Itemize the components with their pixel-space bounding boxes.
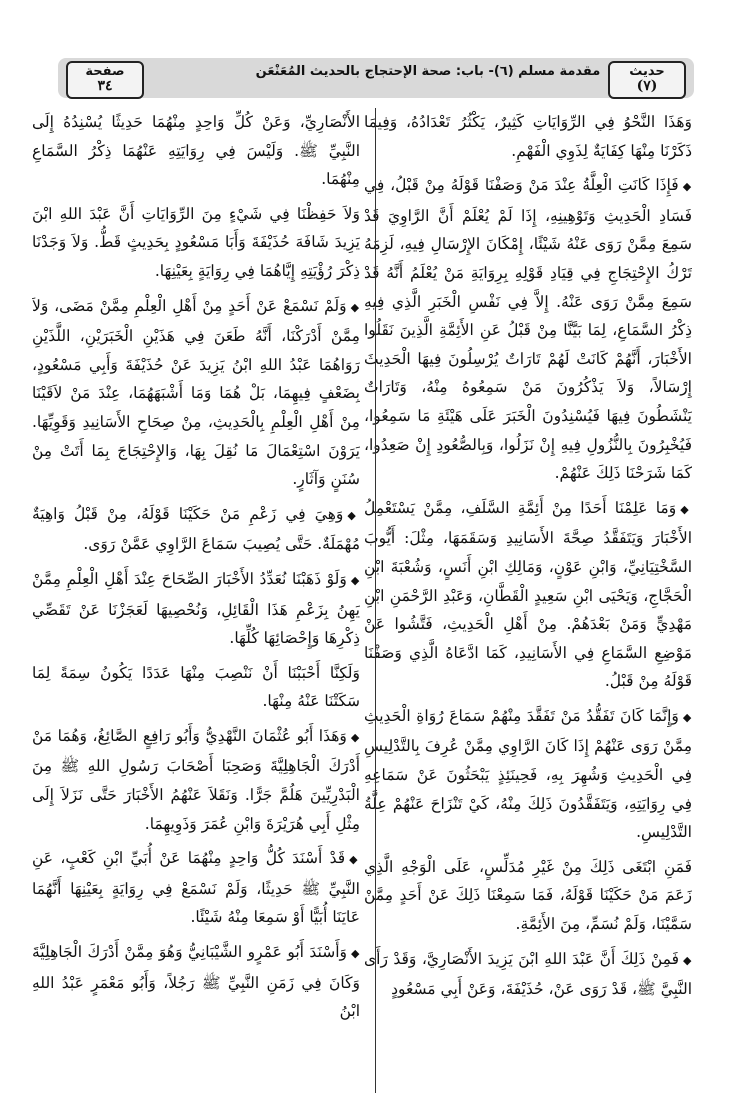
paragraph bbox=[32, 500, 360, 559]
paragraph bbox=[32, 659, 360, 716]
hadith-label: حديث bbox=[629, 64, 665, 79]
paragraph bbox=[32, 292, 360, 494]
paragraph-text: وَأَسْنَدَ أَبُو عَمْرٍو الشَّيْبَانِيُّ وَهُوَ مِمَّنْ أَدْرَكَ الْجَاهِلِيَّةَ وَكَانَ فِي زَمَنِ النَّبِيِّ ﷺ رَجُلاً، وَأَبُو مَعْمَرٍ عَبْدُ اللهِ ابْنُ bbox=[32, 943, 360, 1021]
paragraph-text: وَهِيَ فِي زَعْمِ مَنْ حَكَيْنَا قَوْلَهُ، مِنْ قَبْلُ وَاهِيَةٌ مُهْمَلَةٌ. حَتَّى يُصِيبَ سَمَاعَ الرَّاوِي عَمَّنْ رَوَى. bbox=[32, 504, 360, 554]
paragraph-text: وَلَمْ نَسْمَعْ عَنْ أَحَدٍ مِنْ أَهْلِ الْعِلْمِ مِمَّنْ مَضَى، وَلاَ مِمَّنْ أَدْرَكْنَا، أَنَّهُ طَعَنَ فِي هَذَيْنِ الْخَبَرَيْنِ، اللَّذَيْنِ رَوَاهُمَا عَبْدُ اللهِ ابْنُ يَزِيدَ عَنْ حُذَيْفَةَ وَأَبِي مَسْعُودٍ، بِضَعْفٍ فِيهِمَا، بَلْ هُمَا وَمَا أَشْبَهَهُمَا، عِنْدَ مَنْ لاَقَيْنَا مِنْ أَهْلِ الْعِلْمِ بِالْحَدِيثِ، مِنْ صِحَاحِ الأَسَانِيدِ وَقَوِيِّهَا. يَرَوْنَ اسْتِعْمَالَ مَا نُقِلَ بِهَا، وَالإِحْتِجَاجَ بِمَا أَتَتْ مِنْ سُنَنٍ وَآثَارٍ. bbox=[32, 296, 360, 489]
paragraph bbox=[364, 702, 692, 847]
paragraph bbox=[364, 945, 692, 1004]
paragraph bbox=[364, 171, 692, 488]
paragraph-text: وَلاَ حَفِظْنَا فِي شَيْءٍ مِنَ الرِّوَايَاتِ أَنَّ عَبْدَ اللهِ ابْنَ يَزِيدَ شَافَهَ حُذَيْفَةَ وَأَبَا مَسْعُودٍ بِحَدِيثٍ قَطُّ. وَلاَ وَجَدْنَا ذِكْرَ رُؤْيَتِهِ إِيَّاهُمَا فِي رِوَايَةٍ بِعَيْنِهَا. bbox=[32, 204, 360, 280]
paragraph bbox=[32, 722, 360, 838]
paragraph-text: الأَنْصَارِيِّ، وَعَنْ كُلِّ وَاحِدٍ مِنْهُمَا حَدِيثًا يُسْنِدُهُ إِلَى النَّبِيِّ ﷺ. وَلَيْسَ فِي رِوَايَتِهِ عَنْهُمَا ذِكْرُ السَّمَاعِ مِنْهُمَا. bbox=[32, 113, 360, 189]
paragraph bbox=[364, 494, 692, 696]
paragraph bbox=[32, 565, 360, 653]
paragraph-text: وَمَا عَلِمْنَا أَحَدًا مِنْ أَئِمَّةِ السَّلَفِ، مِمَّنْ يَسْتَعْمِلُ الأَخْبَارَ وَيَتَفَقَّدُ صِحَّةَ الأَسَانِيدِ وَسَقَمَهَا، مِثْلَ: أَيُّوبَ السَّخْتِيَانِيِّ، وَابْنِ عَوْنٍ، وَمَالِكِ ابْنِ أَنَسٍ، وَشُعْبَةَ ابْنِ الْحَجَّاجِ، وَيَحْيَى ابْنِ سَعِيدٍ الْقَطَّانِ، وَعَبْدِ الرَّحْمَنِ ابْنِ مَهْدِيٍّ وَمَنْ بَعْدَهُمْ. مِنْ أَهْلِ الْحَدِيثِ، فَتَّشُوا عَنْ مَوْضِعِ السَّمَاعِ فِي الأَسَانِيدِ، كَمَا ادَّعَاهُ الَّذِي وَصَفْنَا قَوْلَهُ مِنْ قَبْلُ. bbox=[364, 498, 692, 691]
paragraph-text: فَمِنْ ذَلِكَ أَنَّ عَبْدَ اللهِ ابْنَ يَزِيدَ الأَنْصَارِيَّ، وَقَدْ رَأَى النَّبِيَّ ﷺ، قَدْ رَوَى عَنْ، حُذَيْفَةَ، وَعَنْ أَبِي مَسْعُودٍ bbox=[364, 949, 692, 999]
right-column bbox=[364, 108, 692, 1098]
diamond-bullet-icon: ◆ bbox=[351, 947, 360, 961]
left-column bbox=[32, 108, 360, 1098]
diamond-bullet-icon: ◆ bbox=[347, 508, 360, 522]
paragraph-text: وَلَوْ ذَهَبْنَا نُعَدِّدُ الأَخْبَارَ الصِّحَاحَ عِنْدَ أَهْلِ الْعِلْمِ مِمَّنْ يَهِنُ بِزَعْمِ هَذَا الْقَائِلِ، وَنُحْصِيهَا لَعَجَزْنَا عَنْ تَقَصِّي ذِكْرِهَا وَإِحْصَائِهَا كُلِّهَا. bbox=[32, 569, 360, 648]
diamond-bullet-icon: ◆ bbox=[350, 300, 360, 314]
paragraph-text: وَإِنَّمَا كَانَ تَفَقُّدُ مَنْ تَفَقَّدَ مِنْهُمْ سَمَاعَ رُوَاةِ الْحَدِيثِ مِمَّنْ رَوَى عَنْهُمْ إِذَا كَانَ الرَّاوِي مِمَّنْ عُرِفَ بِالتَّدْلِيسِ فِي الْحَدِيثِ وَشُهِرَ بِهِ، فَحِينَئِذٍ يَبْحَثُونَ عَنْ سَمَاعِهِ فِي رِوَايَتِهِ، وَيَتَفَقَّدُونَ ذَلِكَ مِنْهُ، كَيْ تَنْزَاحَ عَنْهُمْ عِلَّةُ التَّدْلِيسِ. bbox=[364, 706, 692, 842]
paragraph bbox=[364, 853, 692, 939]
paragraph bbox=[32, 108, 360, 194]
diamond-bullet-icon: ◆ bbox=[350, 573, 360, 587]
page-number: ٣٤ bbox=[97, 77, 113, 94]
paragraph-text: وَهَذَا النَّحْوُ فِي الرِّوَايَاتِ كَثِيرٌ، يَكْثُرُ تَعْدَادُهُ، وَفِيمَا ذَكَرْنَا مِنْهَا كِفَايَةٌ لِذَوِي الْفَهْمِ. bbox=[364, 113, 692, 160]
hadith-number: (٧) bbox=[636, 77, 658, 94]
diamond-bullet-icon: ◆ bbox=[682, 710, 692, 724]
hadith-number-box bbox=[608, 61, 686, 99]
diamond-bullet-icon: ◆ bbox=[350, 730, 360, 744]
paragraph-text: فَإِذَا كَانَتِ الْعِلَّةُ عِنْدَ مَنْ وَصَفْنَا قَوْلَهُ مِنْ قَبْلُ، فِي فَسَادِ الْحَدِيثِ وَتَوْهِينِهِ، إِذَا لَمْ يُعْلَمْ أَنَّ الرَّاوِيَ قَدْ سَمِعَ مِمَّنْ رَوَى عَنْهُ شَيْئًا، إِمْكَانَ الإِرْسَالِ فِيهِ، لَزِمَهُ تَرْكُ الإِحْتِجَاجِ فِي قِيَادِ قَوْلِهِ بِرِوَايَةِ مَنْ يُعْلَمُ أَنَّهُ قَدْ سَمِعَ مِمَّنْ رَوَى عَنْهُ. إِلاَّ فِي نَفْسِ الْخَبَرِ الَّذِي فِيهِ ذِكْرُ السَّمَاعِ، لِمَا بَيَّنَّا مِنْ قَبْلُ عَنِ الأَئِمَّةِ الَّذِينَ نَقَلُوا الأَخْبَارَ، أَنَّهُمْ كَانَتْ لَهُمْ تَارَاتٌ يُرْسِلُونَ فِيهَا الْحَدِيثَ إِرْسَالاً، وَلاَ يَذْكُرُونَ مَنْ سَمِعُوهُ مِنْهُ، وَتَارَاتٌ يَنْشَطُونَ فِيهَا فَيُسْنِدُونَ الْخَبَرَ عَلَى هَيْئَةِ مَا سَمِعُوا، فَيُخْبِرُونَ بِالنُّزُولِ فِيهِ إِنْ نَزَلُوا، وَبِالصُّعُودِ إِنْ صَعِدُوا، كَمَا شَرَحْنَا ذَلِكَ عَنْهُمْ. bbox=[364, 176, 692, 483]
paragraph bbox=[32, 938, 360, 1026]
diamond-bullet-icon: ◆ bbox=[349, 853, 360, 867]
diamond-bullet-icon: ◆ bbox=[683, 953, 692, 967]
paragraph bbox=[364, 108, 692, 165]
page-header bbox=[58, 58, 694, 98]
paragraph-text: وَهَذَا أَبُو عُثْمَانَ النَّهْدِيُّ وَأَبُو رَافِعٍ الصَّائِغُ، وَهُمَا مَنْ أَدْرَكَ الْجَاهِلِيَّةَ وَصَحِبَا أَصْحَابَ رَسُولِ اللهِ ﷺ مِنَ الْبَدْرِيِّينَ هَلُمَّ جَرًّا. وَنَقَلاَ عَنْهُمُ الأَخْبَارَ حَتَّى نَزَلاَ إِلَى مِثْلِ أَبِي هُرَيْرَةَ وَابْنِ عُمَرَ وَذَوِيهِمَا. bbox=[32, 726, 360, 833]
page-number-box bbox=[66, 61, 144, 99]
paragraph bbox=[32, 200, 360, 286]
paragraph-text: وَلَكِنَّا أَحْبَبْنَا أَنْ نَنْصِبَ مِنْهَا عَدَدًا يَكُونُ سِمَةً لِمَا سَكَتْنَا عَنْهُ مِنْهَا. bbox=[32, 663, 360, 711]
page-label: صفحة bbox=[85, 64, 125, 79]
diamond-bullet-icon: ◆ bbox=[682, 180, 692, 194]
paragraph-text: قَدْ أَسْنَدَ كُلُّ وَاحِدٍ مِنْهُمَا عَنْ أُبَيِّ ابْنِ كَعْبٍ، عَنِ النَّبِيِّ ﷺ حَدِيثًا، وَلَمْ نَسْمَعْ فِي رِوَايَةٍ بِعَيْنِهَا أَنَّهُمَا عَايَنَا أُبَيًّا أَوْ سَمِعَا مِنْهُ شَيْئًا. bbox=[32, 849, 360, 927]
diamond-bullet-icon: ◆ bbox=[680, 502, 692, 516]
column-divider bbox=[375, 108, 376, 1093]
chapter-title: مقدمة مسلم (٦)- باب: صحة الإحتجاج بالحديث المُعَنْعَن bbox=[255, 64, 601, 79]
paragraph bbox=[32, 844, 360, 932]
paragraph-text: فَمَنِ ابْتَغَى ذَلِكَ مِنْ غَيْرِ مُدَلِّسٍ، عَلَى الْوَجْهِ الَّذِي زَعَمَ مَنْ حَكَيْنَا قَوْلَهُ، فَمَا سَمِعْنَا ذَلِكَ عَنْ أَحَدٍ مِمَّنْ سَمَّيْنَا، وَلَمْ نُسَمِّ، مِنَ الأَئِمَّةِ. bbox=[364, 857, 692, 934]
